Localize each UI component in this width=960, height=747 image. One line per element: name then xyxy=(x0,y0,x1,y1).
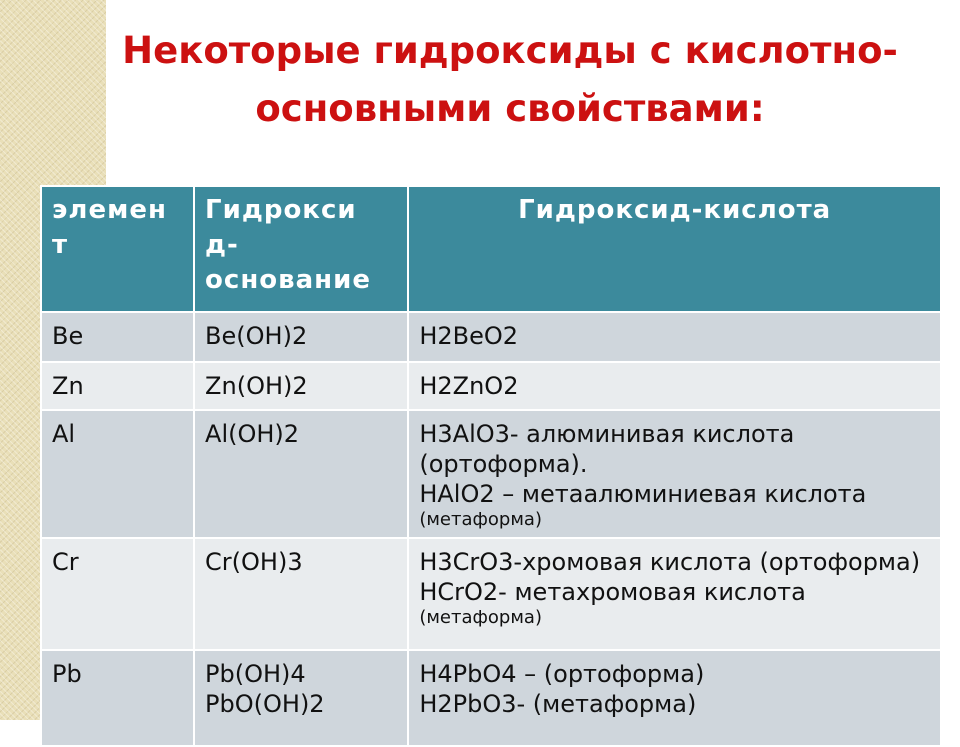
title-line-2: основными свойствами: xyxy=(255,87,765,130)
table-row xyxy=(41,410,941,538)
acid-line: (метаформа) xyxy=(419,509,542,530)
cell-element: Be xyxy=(41,312,194,362)
cell-element: Zn xyxy=(41,362,194,410)
header-acid: Гидроксид-кислота xyxy=(408,186,941,312)
acid-line: H3AlO3- алюминивая кислота (ортоформа). xyxy=(419,420,795,478)
base-line: PbO(OH)2 xyxy=(205,690,325,718)
cell-base: Al(OH)2 xyxy=(194,410,408,538)
table-row xyxy=(41,312,941,362)
cell-base: Cr(OH)3 xyxy=(194,538,408,650)
table-row xyxy=(41,538,941,650)
cell-acid: H2ZnO2 xyxy=(408,362,941,410)
cell-element: Pb xyxy=(41,650,194,746)
acid-line: H4PbO4 – (ортоформа) xyxy=(419,660,705,688)
hydroxide-table xyxy=(40,185,942,747)
acid-line: (метаформа) xyxy=(419,607,542,628)
title-line-1: Некоторые гидроксиды с кислотно- xyxy=(122,29,898,72)
cell-acid xyxy=(408,410,941,538)
cell-acid xyxy=(408,650,941,746)
cell-element: Cr xyxy=(41,538,194,650)
header-base: Гидрокси д-основание xyxy=(194,186,408,312)
acid-line: H2PbO3- (метаформа) xyxy=(419,690,697,718)
base-line: Pb(OH)4 xyxy=(205,660,306,688)
acid-line: HAlO2 – метаалюминиевая кислота xyxy=(419,480,867,508)
header-element: элемен т xyxy=(41,186,194,312)
acid-line: HCrO2- метахромовая кислота xyxy=(419,578,806,606)
cell-acid xyxy=(408,538,941,650)
cell-base: Zn(OH)2 xyxy=(194,362,408,410)
cell-acid: H2BeO2 xyxy=(408,312,941,362)
table-row xyxy=(41,650,941,746)
cell-base xyxy=(194,650,408,746)
page-title xyxy=(60,22,960,138)
table-row xyxy=(41,362,941,410)
cell-element: Al xyxy=(41,410,194,538)
acid-line: H3CrO3-хромовая кислота (ортоформа) xyxy=(419,548,921,576)
table-header-row xyxy=(41,186,941,312)
cell-base: Be(OH)2 xyxy=(194,312,408,362)
